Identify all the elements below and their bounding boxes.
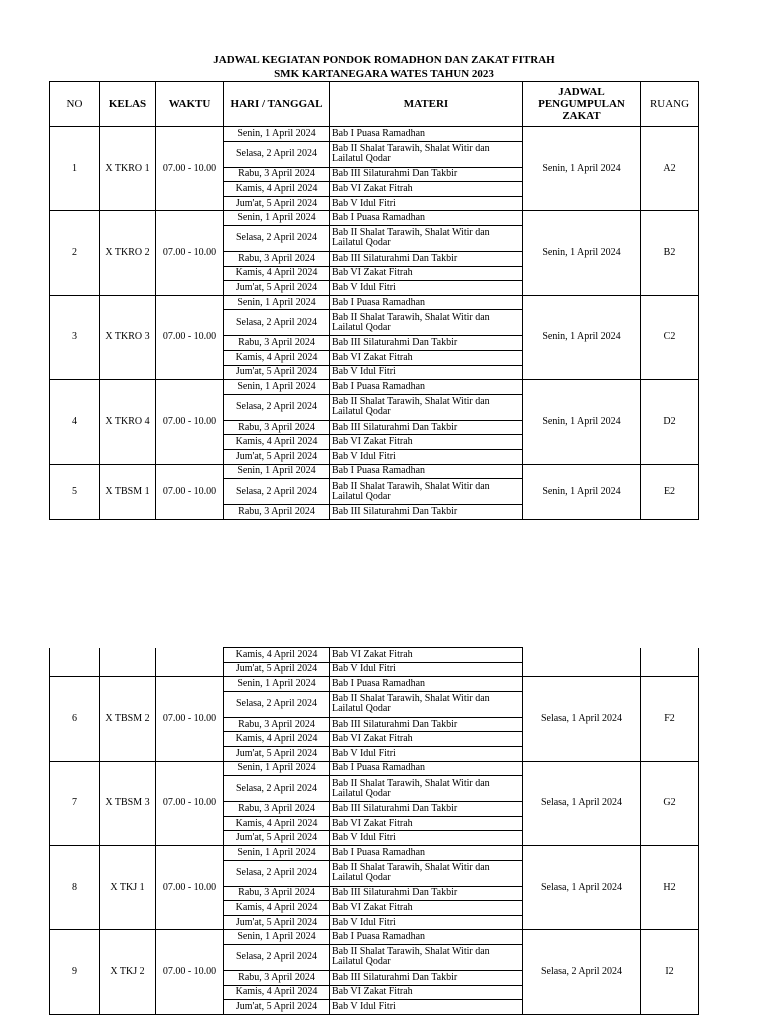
row-kelas: X TKRO 1 (100, 127, 156, 211)
session-date: Jum'at, 5 April 2024 (224, 281, 330, 296)
session-date: Selasa, 2 April 2024 (224, 141, 330, 167)
row-zakat-date: Senin, 1 April 2024 (523, 127, 641, 211)
session-date: Senin, 1 April 2024 (224, 295, 330, 310)
schedule-table-page-2 (49, 647, 699, 1015)
session-date: Kamis, 4 April 2024 (224, 266, 330, 281)
session-materi: Bab II Shalat Tarawih, Shalat Witir dan Lailatul Qodar (330, 691, 523, 717)
session-date: Senin, 1 April 2024 (224, 464, 330, 479)
row-waktu: 07.00 - 10.00 (156, 677, 224, 761)
session-materi: Bab III Silaturahmi Dan Takbir (330, 336, 523, 351)
session-materi: Bab I Puasa Ramadhan (330, 464, 523, 479)
session-materi: Bab VI Zakat Fitrah (330, 732, 523, 747)
header-hari-tanggal: HARI / TANGGAL (224, 82, 330, 127)
session-date: Rabu, 3 April 2024 (224, 802, 330, 817)
session-date: Kamis, 4 April 2024 (224, 435, 330, 450)
continued-no (50, 648, 100, 677)
row-no: 1 (50, 127, 100, 211)
header-ruang: RUANG (641, 82, 699, 127)
session-date: Senin, 1 April 2024 (224, 127, 330, 142)
session-materi: Bab III Silaturahmi Dan Takbir (330, 167, 523, 182)
session-materi: Bab II Shalat Tarawih, Shalat Witir dan Lailatul Qodar (330, 944, 523, 970)
row-no: 9 (50, 930, 100, 1014)
table-row (50, 677, 699, 692)
table-row (50, 648, 699, 663)
row-zakat-date: Selasa, 2 April 2024 (523, 930, 641, 1014)
session-materi: Bab VI Zakat Fitrah (330, 435, 523, 450)
row-ruang: A2 (641, 127, 699, 211)
continued-ruang (641, 648, 699, 677)
session-materi: Bab V Idul Fitri (330, 196, 523, 211)
row-zakat-date: Senin, 1 April 2024 (523, 211, 641, 295)
table-row (50, 295, 699, 310)
session-date: Kamis, 4 April 2024 (224, 732, 330, 747)
session-materi: Bab III Silaturahmi Dan Takbir (330, 505, 523, 520)
session-date: Selasa, 2 April 2024 (224, 691, 330, 717)
session-date: Senin, 1 April 2024 (224, 677, 330, 692)
row-waktu: 07.00 - 10.00 (156, 380, 224, 464)
session-materi: Bab III Silaturahmi Dan Takbir (330, 802, 523, 817)
session-materi: Bab II Shalat Tarawih, Shalat Witir dan Lailatul Qodar (330, 860, 523, 886)
session-materi: Bab VI Zakat Fitrah (330, 816, 523, 831)
session-materi: Bab VI Zakat Fitrah (330, 985, 523, 1000)
row-ruang: I2 (641, 930, 699, 1014)
session-date: Senin, 1 April 2024 (224, 211, 330, 226)
session-date: Jum'at, 5 April 2024 (224, 449, 330, 464)
session-materi: Bab VI Zakat Fitrah (330, 182, 523, 197)
session-materi: Bab V Idul Fitri (330, 915, 523, 930)
session-date: Rabu, 3 April 2024 (224, 505, 330, 520)
session-date: Senin, 1 April 2024 (224, 930, 330, 945)
row-zakat-date: Selasa, 1 April 2024 (523, 761, 641, 845)
session-materi: Bab V Idul Fitri (330, 831, 523, 846)
row-no: 7 (50, 761, 100, 845)
session-materi: Bab V Idul Fitri (330, 746, 523, 761)
row-no: 2 (50, 211, 100, 295)
row-no: 3 (50, 295, 100, 379)
header-jadwal-pengumpulan-zakat: JADWAL PENGUMPULAN ZAKAT (523, 82, 641, 127)
schedule-table-page-1 (49, 81, 699, 520)
document-title: JADWAL KEGIATAN PONDOK ROMADHON DAN ZAKAT FITRAH (213, 54, 555, 66)
table-row (50, 761, 699, 776)
session-date: Kamis, 4 April 2024 (224, 648, 330, 663)
session-materi: Bab II Shalat Tarawih, Shalat Witir dan Lailatul Qodar (330, 141, 523, 167)
row-no: 4 (50, 380, 100, 464)
table-row (50, 930, 699, 945)
header-waktu: WAKTU (156, 82, 224, 127)
row-kelas: X TKJ 2 (100, 930, 156, 1014)
session-date: Selasa, 2 April 2024 (224, 944, 330, 970)
row-waktu: 07.00 - 10.00 (156, 211, 224, 295)
session-date: Rabu, 3 April 2024 (224, 886, 330, 901)
header-materi: MATERI (330, 82, 523, 127)
row-no: 6 (50, 677, 100, 761)
session-date: Jum'at, 5 April 2024 (224, 831, 330, 846)
table-row (50, 380, 699, 395)
session-materi: Bab II Shalat Tarawih, Shalat Witir dan Lailatul Qodar (330, 394, 523, 420)
session-materi: Bab I Puasa Ramadhan (330, 930, 523, 945)
row-kelas: X TKRO 2 (100, 211, 156, 295)
session-date: Jum'at, 5 April 2024 (224, 746, 330, 761)
table-row (50, 464, 699, 479)
session-date: Rabu, 3 April 2024 (224, 167, 330, 182)
row-waktu: 07.00 - 10.00 (156, 127, 224, 211)
header-kelas: KELAS (100, 82, 156, 127)
session-date: Kamis, 4 April 2024 (224, 985, 330, 1000)
row-waktu: 07.00 - 10.00 (156, 464, 224, 519)
session-materi: Bab I Puasa Ramadhan (330, 127, 523, 142)
session-materi: Bab I Puasa Ramadhan (330, 845, 523, 860)
session-date: Jum'at, 5 April 2024 (224, 196, 330, 211)
row-ruang: H2 (641, 845, 699, 929)
session-materi: Bab I Puasa Ramadhan (330, 761, 523, 776)
session-materi: Bab II Shalat Tarawih, Shalat Witir dan Lailatul Qodar (330, 310, 523, 336)
table-row (50, 845, 699, 860)
session-date: Kamis, 4 April 2024 (224, 901, 330, 916)
row-kelas: X TKJ 1 (100, 845, 156, 929)
session-materi: Bab II Shalat Tarawih, Shalat Witir dan Lailatul Qodar (330, 776, 523, 802)
session-date: Senin, 1 April 2024 (224, 845, 330, 860)
session-date: Senin, 1 April 2024 (224, 380, 330, 395)
row-ruang: G2 (641, 761, 699, 845)
continued-zakat-date (523, 648, 641, 677)
session-date: Jum'at, 5 April 2024 (224, 365, 330, 380)
session-date: Selasa, 2 April 2024 (224, 860, 330, 886)
row-ruang: D2 (641, 380, 699, 464)
session-date: Rabu, 3 April 2024 (224, 420, 330, 435)
row-waktu: 07.00 - 10.00 (156, 930, 224, 1014)
session-materi: Bab III Silaturahmi Dan Takbir (330, 251, 523, 266)
session-materi: Bab III Silaturahmi Dan Takbir (330, 420, 523, 435)
session-materi: Bab V Idul Fitri (330, 281, 523, 296)
row-kelas: X TKRO 3 (100, 295, 156, 379)
row-kelas: X TBSM 1 (100, 464, 156, 519)
session-materi: Bab I Puasa Ramadhan (330, 211, 523, 226)
document-subtitle: SMK KARTANEGARA WATES TAHUN 2023 (274, 68, 494, 80)
session-date: Kamis, 4 April 2024 (224, 182, 330, 197)
session-materi: Bab VI Zakat Fitrah (330, 901, 523, 916)
row-zakat-date: Senin, 1 April 2024 (523, 464, 641, 519)
session-materi: Bab I Puasa Ramadhan (330, 295, 523, 310)
session-date: Kamis, 4 April 2024 (224, 816, 330, 831)
row-zakat-date: Senin, 1 April 2024 (523, 295, 641, 379)
row-ruang: E2 (641, 464, 699, 519)
row-zakat-date: Selasa, 1 April 2024 (523, 677, 641, 761)
session-materi: Bab V Idul Fitri (330, 1000, 523, 1015)
table-row (50, 127, 699, 142)
row-kelas: X TBSM 2 (100, 677, 156, 761)
session-date: Rabu, 3 April 2024 (224, 717, 330, 732)
session-materi: Bab V Idul Fitri (330, 365, 523, 380)
session-date: Jum'at, 5 April 2024 (224, 915, 330, 930)
session-date: Selasa, 2 April 2024 (224, 225, 330, 251)
row-zakat-date: Senin, 1 April 2024 (523, 380, 641, 464)
session-date: Rabu, 3 April 2024 (224, 251, 330, 266)
session-date: Jum'at, 5 April 2024 (224, 1000, 330, 1015)
table-row (50, 211, 699, 226)
session-materi: Bab V Idul Fitri (330, 449, 523, 464)
session-materi: Bab I Puasa Ramadhan (330, 380, 523, 395)
row-waktu: 07.00 - 10.00 (156, 761, 224, 845)
row-ruang: F2 (641, 677, 699, 761)
session-materi: Bab II Shalat Tarawih, Shalat Witir dan Lailatul Qodar (330, 225, 523, 251)
session-date: Jum'at, 5 April 2024 (224, 662, 330, 677)
session-date: Rabu, 3 April 2024 (224, 336, 330, 351)
row-kelas: X TBSM 3 (100, 761, 156, 845)
session-materi: Bab VI Zakat Fitrah (330, 266, 523, 281)
continued-kelas (100, 648, 156, 677)
session-materi: Bab III Silaturahmi Dan Takbir (330, 970, 523, 985)
session-materi: Bab III Silaturahmi Dan Takbir (330, 717, 523, 732)
row-no: 8 (50, 845, 100, 929)
row-ruang: B2 (641, 211, 699, 295)
row-zakat-date: Selasa, 1 April 2024 (523, 845, 641, 929)
session-date: Selasa, 2 April 2024 (224, 394, 330, 420)
row-no: 5 (50, 464, 100, 519)
header-no: NO (50, 82, 100, 127)
session-date: Selasa, 2 April 2024 (224, 310, 330, 336)
session-materi: Bab VI Zakat Fitrah (330, 648, 523, 663)
session-date: Kamis, 4 April 2024 (224, 350, 330, 365)
session-date: Rabu, 3 April 2024 (224, 970, 330, 985)
row-ruang: C2 (641, 295, 699, 379)
session-materi: Bab V Idul Fitri (330, 662, 523, 677)
session-materi: Bab I Puasa Ramadhan (330, 677, 523, 692)
row-waktu: 07.00 - 10.00 (156, 295, 224, 379)
continued-waktu (156, 648, 224, 677)
session-date: Senin, 1 April 2024 (224, 761, 330, 776)
row-kelas: X TKRO 4 (100, 380, 156, 464)
session-materi: Bab VI Zakat Fitrah (330, 350, 523, 365)
session-materi: Bab II Shalat Tarawih, Shalat Witir dan Lailatul Qodar (330, 479, 523, 505)
row-waktu: 07.00 - 10.00 (156, 845, 224, 929)
session-materi: Bab III Silaturahmi Dan Takbir (330, 886, 523, 901)
session-date: Selasa, 2 April 2024 (224, 776, 330, 802)
session-date: Selasa, 2 April 2024 (224, 479, 330, 505)
